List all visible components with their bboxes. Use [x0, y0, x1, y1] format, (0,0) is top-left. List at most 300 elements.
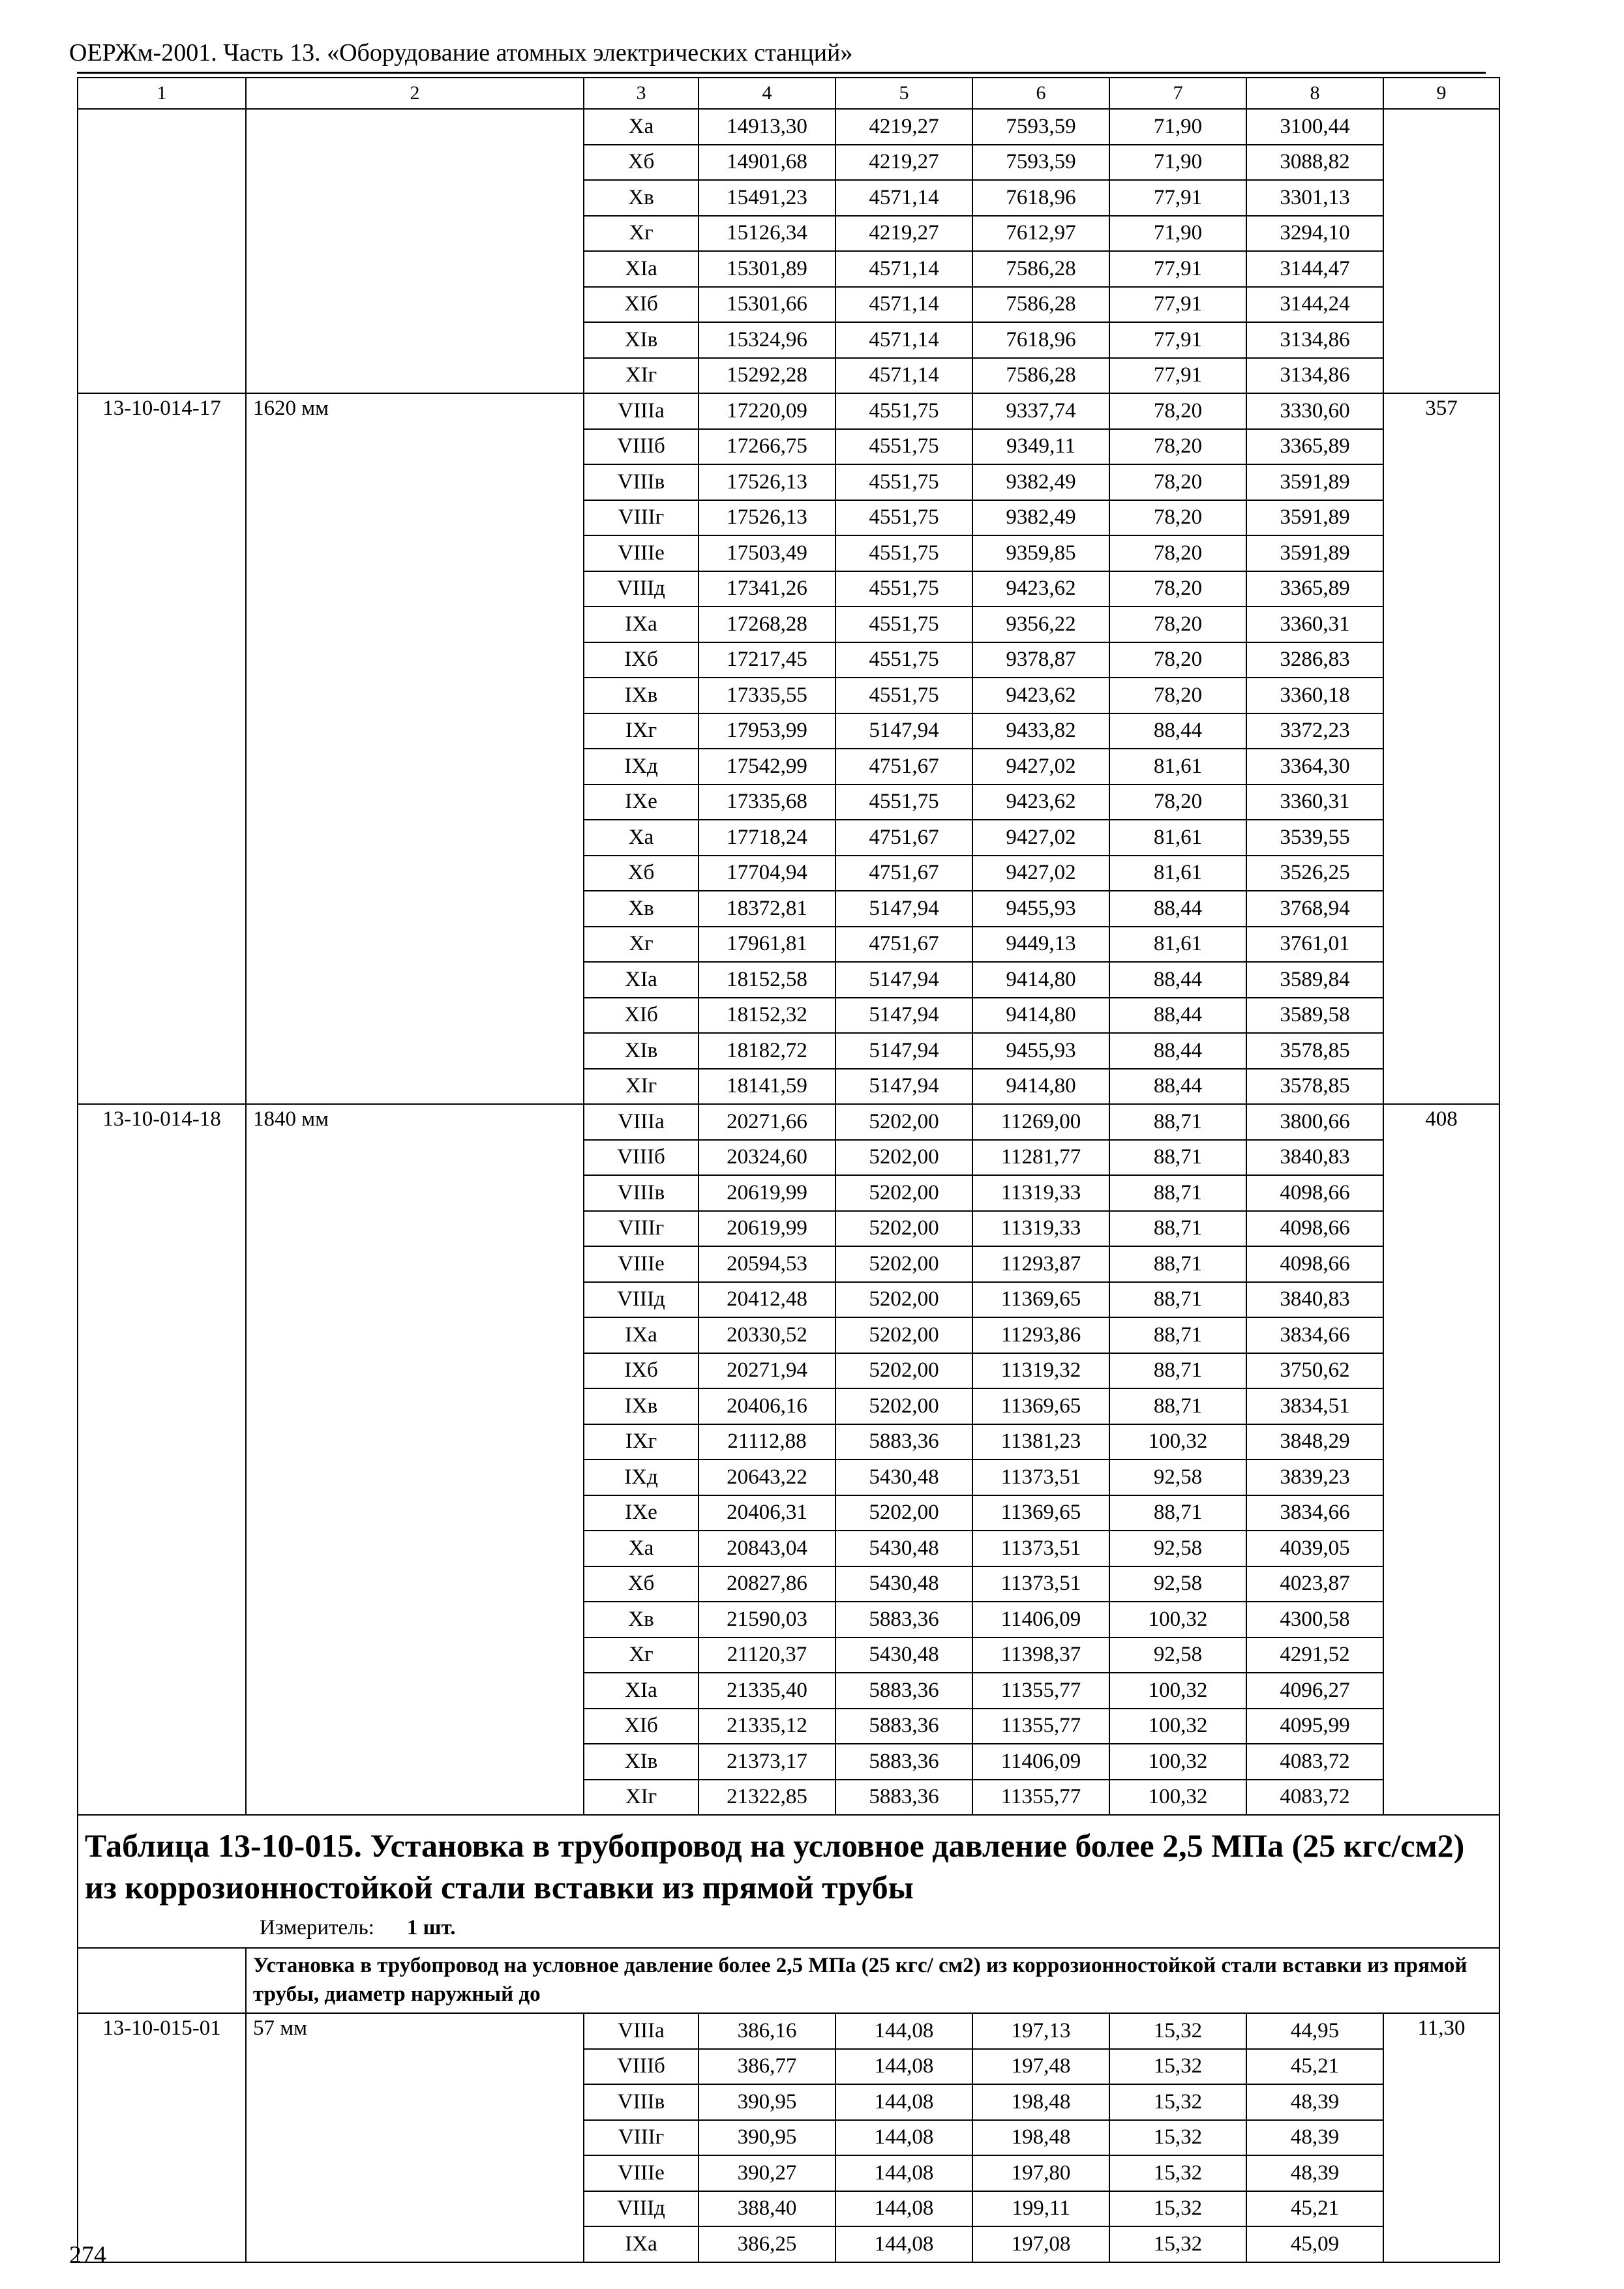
machinist-wages: 78,20: [1109, 571, 1246, 607]
machine-cost: 7593,59: [972, 109, 1109, 145]
base-price: 17961,81: [699, 927, 835, 963]
base-price: 390,27: [699, 2155, 835, 2191]
base-price: 18152,58: [699, 962, 835, 998]
materials-cost: 3144,47: [1246, 251, 1383, 287]
base-price: 20271,66: [699, 1104, 835, 1140]
machine-cost: 197,13: [972, 2013, 1109, 2049]
machine-cost: 198,48: [972, 2084, 1109, 2120]
wages: 4571,14: [835, 180, 972, 216]
base-price: 14913,30: [699, 109, 835, 145]
machine-cost: 11319,33: [972, 1175, 1109, 1211]
zone-code: VIIIб: [584, 429, 699, 465]
base-price: 21335,12: [699, 1709, 835, 1744]
base-price: 18152,32: [699, 998, 835, 1034]
materials-cost: 3144,24: [1246, 287, 1383, 323]
zone-code: XIв: [584, 1744, 699, 1780]
base-price: 17953,99: [699, 713, 835, 749]
machine-cost: 11269,00: [972, 1104, 1109, 1140]
base-price: 14901,68: [699, 145, 835, 181]
wages: 4551,75: [835, 642, 972, 678]
column-number: 8: [1246, 78, 1383, 109]
wages: 4751,67: [835, 820, 972, 856]
machine-cost: 7618,96: [972, 180, 1109, 216]
materials-cost: 4098,66: [1246, 1211, 1383, 1247]
machinist-wages: 78,20: [1109, 429, 1246, 465]
materials-cost: 3578,85: [1246, 1069, 1383, 1105]
wages: 5202,00: [835, 1495, 972, 1531]
materials-cost: 3134,86: [1246, 322, 1383, 358]
zone-code: VIIIб: [584, 2049, 699, 2085]
column-number: 1: [78, 78, 246, 109]
machine-cost: 9455,93: [972, 1033, 1109, 1069]
machine-cost: 7586,28: [972, 358, 1109, 394]
table-row: [78, 2013, 1499, 2049]
pipe-diameter: 1620 мм: [246, 393, 584, 1104]
base-price: 17341,26: [699, 571, 835, 607]
base-price: 17542,99: [699, 749, 835, 785]
base-price: 17718,24: [699, 820, 835, 856]
materials-cost: 3834,66: [1246, 1317, 1383, 1353]
base-price: 386,77: [699, 2049, 835, 2085]
machinist-wages: 78,20: [1109, 606, 1246, 642]
machinist-wages: 78,20: [1109, 464, 1246, 500]
wages: 4219,27: [835, 109, 972, 145]
wages: 144,08: [835, 2084, 972, 2120]
machine-cost: 9382,49: [972, 464, 1109, 500]
rate-code: 13-10-014-17: [78, 393, 246, 1104]
wages: 4751,67: [835, 927, 972, 963]
base-price: 386,16: [699, 2013, 835, 2049]
materials-cost: 3365,89: [1246, 571, 1383, 607]
materials-cost: 3286,83: [1246, 642, 1383, 678]
wages: 5883,36: [835, 1709, 972, 1744]
machine-cost: 11319,32: [972, 1353, 1109, 1389]
machinist-wages: 88,71: [1109, 1104, 1246, 1140]
zone-code: VIIIд: [584, 1282, 699, 1318]
machine-cost: 9414,80: [972, 998, 1109, 1034]
wages: 5430,48: [835, 1459, 972, 1495]
wages: 4571,14: [835, 358, 972, 394]
base-price: 17526,13: [699, 464, 835, 500]
wages: 5202,00: [835, 1104, 972, 1140]
wages: 5430,48: [835, 1531, 972, 1566]
machine-cost: 9427,02: [972, 856, 1109, 891]
machinist-wages: 92,58: [1109, 1566, 1246, 1602]
materials-cost: 3301,13: [1246, 180, 1383, 216]
machine-cost: 11319,33: [972, 1211, 1109, 1247]
wages: 4551,75: [835, 606, 972, 642]
zone-code: VIIIв: [584, 464, 699, 500]
machinist-wages: 15,32: [1109, 2226, 1246, 2262]
machine-cost: 9349,11: [972, 429, 1109, 465]
base-price: 388,40: [699, 2191, 835, 2227]
machine-cost: 11369,65: [972, 1495, 1109, 1531]
machine-cost: 11281,77: [972, 1140, 1109, 1176]
materials-cost: 3100,44: [1246, 109, 1383, 145]
wages: 5202,00: [835, 1211, 972, 1247]
machinist-wages: 78,20: [1109, 393, 1246, 429]
base-price: 386,25: [699, 2226, 835, 2262]
zone-code: IXб: [584, 1353, 699, 1389]
zone-code: VIIIе: [584, 2155, 699, 2191]
zone-code: XIг: [584, 1780, 699, 1816]
machinist-wages: 88,44: [1109, 891, 1246, 927]
machine-cost: 11373,51: [972, 1459, 1109, 1495]
materials-cost: 3768,94: [1246, 891, 1383, 927]
materials-cost: 3088,82: [1246, 145, 1383, 181]
machine-cost: 9414,80: [972, 1069, 1109, 1105]
wages: 4551,75: [835, 393, 972, 429]
machine-cost: 11293,86: [972, 1317, 1109, 1353]
table-title: Таблица 13-10-015. Установка в трубопровод на условное давление более 2,5 МПа (25 кгс/см2) из коррозионностойкой стали вставки из прямой трубы: [85, 1827, 1465, 1906]
column-number: 7: [1109, 78, 1246, 109]
base-price: 17266,75: [699, 429, 835, 465]
materials-cost: 3840,83: [1246, 1140, 1383, 1176]
materials-cost: 3360,31: [1246, 785, 1383, 820]
zone-code: IXв: [584, 678, 699, 713]
base-price: 20843,04: [699, 1531, 835, 1566]
zone-code: IXа: [584, 2226, 699, 2262]
materials-cost: 4098,66: [1246, 1246, 1383, 1282]
base-price: 21322,85: [699, 1780, 835, 1816]
wages: 5202,00: [835, 1175, 972, 1211]
column-number: 9: [1383, 78, 1499, 109]
zone-code: IXг: [584, 713, 699, 749]
materials-cost: 4300,58: [1246, 1602, 1383, 1638]
base-price: 21335,40: [699, 1673, 835, 1709]
base-price: 17217,45: [699, 642, 835, 678]
machine-cost: 7586,28: [972, 251, 1109, 287]
zone-code: XIв: [584, 1033, 699, 1069]
machinist-wages: 88,71: [1109, 1140, 1246, 1176]
machine-cost: 11355,77: [972, 1673, 1109, 1709]
zone-code: Xг: [584, 927, 699, 963]
base-price: 18141,59: [699, 1069, 835, 1105]
wages: 5883,36: [835, 1744, 972, 1780]
machinist-wages: 88,71: [1109, 1353, 1246, 1389]
column-9-value: 357: [1383, 393, 1499, 1104]
rate-code: 13-10-015-01: [78, 2013, 246, 2262]
machine-cost: 11369,65: [972, 1282, 1109, 1318]
pipe-diameter: [246, 109, 584, 393]
header-rule: [77, 72, 1486, 74]
table-row: [78, 1104, 1499, 1140]
base-price: 20412,48: [699, 1282, 835, 1318]
base-price: 20330,52: [699, 1317, 835, 1353]
machine-cost: 9423,62: [972, 571, 1109, 607]
machinist-wages: 88,44: [1109, 1033, 1246, 1069]
base-price: 20594,53: [699, 1246, 835, 1282]
base-price: 20406,16: [699, 1388, 835, 1424]
wages: 5430,48: [835, 1566, 972, 1602]
machine-cost: 9423,62: [972, 678, 1109, 713]
materials-cost: 45,09: [1246, 2226, 1383, 2262]
zone-code: VIIIг: [584, 1211, 699, 1247]
zone-code: VIIIд: [584, 2191, 699, 2227]
empty-code-cell: [78, 1948, 246, 2013]
table-description: Установка в трубопровод на условное давление более 2,5 МПа (25 кгс/ см2) из коррозионностойкой стали вставки из прямой трубы, диаметр наружный до: [246, 1948, 1499, 2013]
machinist-wages: 81,61: [1109, 820, 1246, 856]
zone-code: XIв: [584, 322, 699, 358]
machinist-wages: 100,32: [1109, 1709, 1246, 1744]
machinist-wages: 71,90: [1109, 109, 1246, 145]
machinist-wages: 88,71: [1109, 1282, 1246, 1318]
base-price: 21112,88: [699, 1424, 835, 1460]
column-number: 2: [246, 78, 584, 109]
machinist-wages: 88,44: [1109, 998, 1246, 1034]
wages: 5883,36: [835, 1424, 972, 1460]
machinist-wages: 88,44: [1109, 1069, 1246, 1105]
materials-cost: 3800,66: [1246, 1104, 1383, 1140]
materials-cost: 3761,01: [1246, 927, 1383, 963]
materials-cost: 3134,86: [1246, 358, 1383, 394]
materials-cost: 44,95: [1246, 2013, 1383, 2049]
zone-code: Xб: [584, 1566, 699, 1602]
machinist-wages: 92,58: [1109, 1459, 1246, 1495]
machinist-wages: 78,20: [1109, 535, 1246, 571]
base-price: 15491,23: [699, 180, 835, 216]
zone-code: XIг: [584, 1069, 699, 1105]
wages: 5202,00: [835, 1282, 972, 1318]
materials-cost: 3539,55: [1246, 820, 1383, 856]
machinist-wages: 71,90: [1109, 216, 1246, 252]
zone-code: IXе: [584, 785, 699, 820]
wages: 5147,94: [835, 713, 972, 749]
materials-cost: 3589,58: [1246, 998, 1383, 1034]
wages: 144,08: [835, 2191, 972, 2227]
machinist-wages: 88,71: [1109, 1246, 1246, 1282]
machinist-wages: 77,91: [1109, 251, 1246, 287]
machine-cost: 9433,82: [972, 713, 1109, 749]
base-price: 390,95: [699, 2120, 835, 2156]
column-number-row: [78, 78, 1499, 109]
zone-code: XIа: [584, 251, 699, 287]
wages: 5202,00: [835, 1140, 972, 1176]
zone-code: IXе: [584, 1495, 699, 1531]
zone-code: Xг: [584, 1638, 699, 1673]
materials-cost: 3365,89: [1246, 429, 1383, 465]
machine-cost: 9378,87: [972, 642, 1109, 678]
materials-cost: 48,39: [1246, 2155, 1383, 2191]
machine-cost: 11398,37: [972, 1638, 1109, 1673]
zone-code: VIIIа: [584, 2013, 699, 2049]
wages: 4551,75: [835, 571, 972, 607]
machine-cost: 7618,96: [972, 322, 1109, 358]
wages: 5883,36: [835, 1673, 972, 1709]
column-9-value: 408: [1383, 1104, 1499, 1815]
base-price: 17335,68: [699, 785, 835, 820]
wages: 4551,75: [835, 535, 972, 571]
materials-cost: 3750,62: [1246, 1353, 1383, 1389]
pipe-diameter: 1840 мм: [246, 1104, 584, 1815]
materials-cost: 3591,89: [1246, 535, 1383, 571]
wages: 4551,75: [835, 678, 972, 713]
machine-cost: 9359,85: [972, 535, 1109, 571]
base-price: 20827,86: [699, 1566, 835, 1602]
machinist-wages: 100,32: [1109, 1424, 1246, 1460]
meter-value: 1 шт.: [406, 1916, 456, 1939]
machinist-wages: 81,61: [1109, 856, 1246, 891]
machine-cost: 11381,23: [972, 1424, 1109, 1460]
machine-cost: 11373,51: [972, 1566, 1109, 1602]
wages: 4571,14: [835, 251, 972, 287]
wages: 4551,75: [835, 785, 972, 820]
machinist-wages: 88,71: [1109, 1175, 1246, 1211]
machinist-wages: 78,20: [1109, 642, 1246, 678]
machine-cost: 7612,97: [972, 216, 1109, 252]
wages: 5202,00: [835, 1317, 972, 1353]
materials-cost: 3372,23: [1246, 713, 1383, 749]
zone-code: IXа: [584, 1317, 699, 1353]
machinist-wages: 77,91: [1109, 287, 1246, 323]
zone-code: XIб: [584, 287, 699, 323]
table-row: [78, 393, 1499, 429]
wages: 5147,94: [835, 962, 972, 998]
machinist-wages: 92,58: [1109, 1531, 1246, 1566]
zone-code: VIIIг: [584, 500, 699, 536]
base-price: 17526,13: [699, 500, 835, 536]
materials-cost: 45,21: [1246, 2191, 1383, 2227]
materials-cost: 3578,85: [1246, 1033, 1383, 1069]
zone-code: XIа: [584, 1673, 699, 1709]
machine-cost: 197,80: [972, 2155, 1109, 2191]
meter-label: Измеритель:: [260, 1916, 374, 1939]
table-description-row: [78, 1948, 1499, 2013]
base-price: 17503,49: [699, 535, 835, 571]
zone-code: VIIIд: [584, 571, 699, 607]
machine-cost: 9427,02: [972, 820, 1109, 856]
wages: 5147,94: [835, 998, 972, 1034]
wages: 5147,94: [835, 1069, 972, 1105]
materials-cost: 3589,84: [1246, 962, 1383, 998]
base-price: 390,95: [699, 2084, 835, 2120]
materials-cost: 3591,89: [1246, 500, 1383, 536]
materials-cost: 3364,30: [1246, 749, 1383, 785]
machine-cost: 11406,09: [972, 1602, 1109, 1638]
wages: 4751,67: [835, 856, 972, 891]
machinist-wages: 15,32: [1109, 2120, 1246, 2156]
materials-cost: 4098,66: [1246, 1175, 1383, 1211]
wages: 4219,27: [835, 145, 972, 181]
zone-code: VIIIа: [584, 393, 699, 429]
base-price: 20324,60: [699, 1140, 835, 1176]
zone-code: Xв: [584, 1602, 699, 1638]
zone-code: VIIIб: [584, 1140, 699, 1176]
machine-cost: 9427,02: [972, 749, 1109, 785]
zone-code: Xв: [584, 891, 699, 927]
machine-cost: 11406,09: [972, 1744, 1109, 1780]
machinist-wages: 15,32: [1109, 2049, 1246, 2085]
base-price: 17268,28: [699, 606, 835, 642]
zone-code: XIб: [584, 998, 699, 1034]
base-price: 15301,66: [699, 287, 835, 323]
materials-cost: 3360,31: [1246, 606, 1383, 642]
materials-cost: 4023,87: [1246, 1566, 1383, 1602]
machinist-wages: 88,71: [1109, 1211, 1246, 1247]
materials-cost: 3330,60: [1246, 393, 1383, 429]
rate-code: [78, 109, 246, 393]
base-price: 20619,99: [699, 1175, 835, 1211]
rate-code: 13-10-014-18: [78, 1104, 246, 1815]
materials-cost: 48,39: [1246, 2084, 1383, 2120]
wages: 5147,94: [835, 891, 972, 927]
machine-cost: 11355,77: [972, 1780, 1109, 1816]
base-price: 21590,03: [699, 1602, 835, 1638]
machine-cost: 197,48: [972, 2049, 1109, 2085]
wages: 4551,75: [835, 464, 972, 500]
materials-cost: 4096,27: [1246, 1673, 1383, 1709]
pipe-diameter: 57 мм: [246, 2013, 584, 2262]
machine-cost: 11293,87: [972, 1246, 1109, 1282]
machine-cost: 197,08: [972, 2226, 1109, 2262]
zone-code: Xа: [584, 109, 699, 145]
zone-code: VIIIв: [584, 2084, 699, 2120]
materials-cost: 48,39: [1246, 2120, 1383, 2156]
wages: 144,08: [835, 2013, 972, 2049]
materials-cost: 3839,23: [1246, 1459, 1383, 1495]
column-9-value: 11,30: [1383, 2013, 1499, 2262]
machinist-wages: 78,20: [1109, 678, 1246, 713]
page-number: 274: [69, 2241, 106, 2269]
price-table: [77, 77, 1500, 2263]
machine-cost: 9382,49: [972, 500, 1109, 536]
zone-code: IXд: [584, 1459, 699, 1495]
materials-cost: 4039,05: [1246, 1531, 1383, 1566]
zone-code: Xб: [584, 856, 699, 891]
machinist-wages: 100,32: [1109, 1780, 1246, 1816]
wages: 4219,27: [835, 216, 972, 252]
zone-code: XIб: [584, 1709, 699, 1744]
column-number: 4: [699, 78, 835, 109]
machinist-wages: 71,90: [1109, 145, 1246, 181]
base-price: 20643,22: [699, 1459, 835, 1495]
machinist-wages: 78,20: [1109, 785, 1246, 820]
base-price: 18182,72: [699, 1033, 835, 1069]
machine-cost: 7586,28: [972, 287, 1109, 323]
base-price: 21373,17: [699, 1744, 835, 1780]
machine-cost: 9414,80: [972, 962, 1109, 998]
column-9-value: [1383, 109, 1499, 393]
machinist-wages: 100,32: [1109, 1744, 1246, 1780]
wages: 4551,75: [835, 500, 972, 536]
zone-code: VIIIв: [584, 1175, 699, 1211]
base-price: 15292,28: [699, 358, 835, 394]
base-price: 15126,34: [699, 216, 835, 252]
wages: 144,08: [835, 2155, 972, 2191]
table-title-cell: [78, 1815, 1499, 1948]
materials-cost: 3848,29: [1246, 1424, 1383, 1460]
machinist-wages: 78,20: [1109, 500, 1246, 536]
base-price: 20406,31: [699, 1495, 835, 1531]
machinist-wages: 88,71: [1109, 1388, 1246, 1424]
machine-cost: 7593,59: [972, 145, 1109, 181]
materials-cost: 4095,99: [1246, 1709, 1383, 1744]
zone-code: Xг: [584, 216, 699, 252]
wages: 144,08: [835, 2226, 972, 2262]
materials-cost: 3834,66: [1246, 1495, 1383, 1531]
machine-cost: 9455,93: [972, 891, 1109, 927]
machine-cost: 9423,62: [972, 785, 1109, 820]
machinist-wages: 81,61: [1109, 749, 1246, 785]
machinist-wages: 77,91: [1109, 322, 1246, 358]
materials-cost: 4291,52: [1246, 1638, 1383, 1673]
materials-cost: 3840,83: [1246, 1282, 1383, 1318]
zone-code: IXд: [584, 749, 699, 785]
materials-cost: 4083,72: [1246, 1744, 1383, 1780]
machinist-wages: 88,44: [1109, 962, 1246, 998]
wages: 5883,36: [835, 1602, 972, 1638]
base-price: 21120,37: [699, 1638, 835, 1673]
